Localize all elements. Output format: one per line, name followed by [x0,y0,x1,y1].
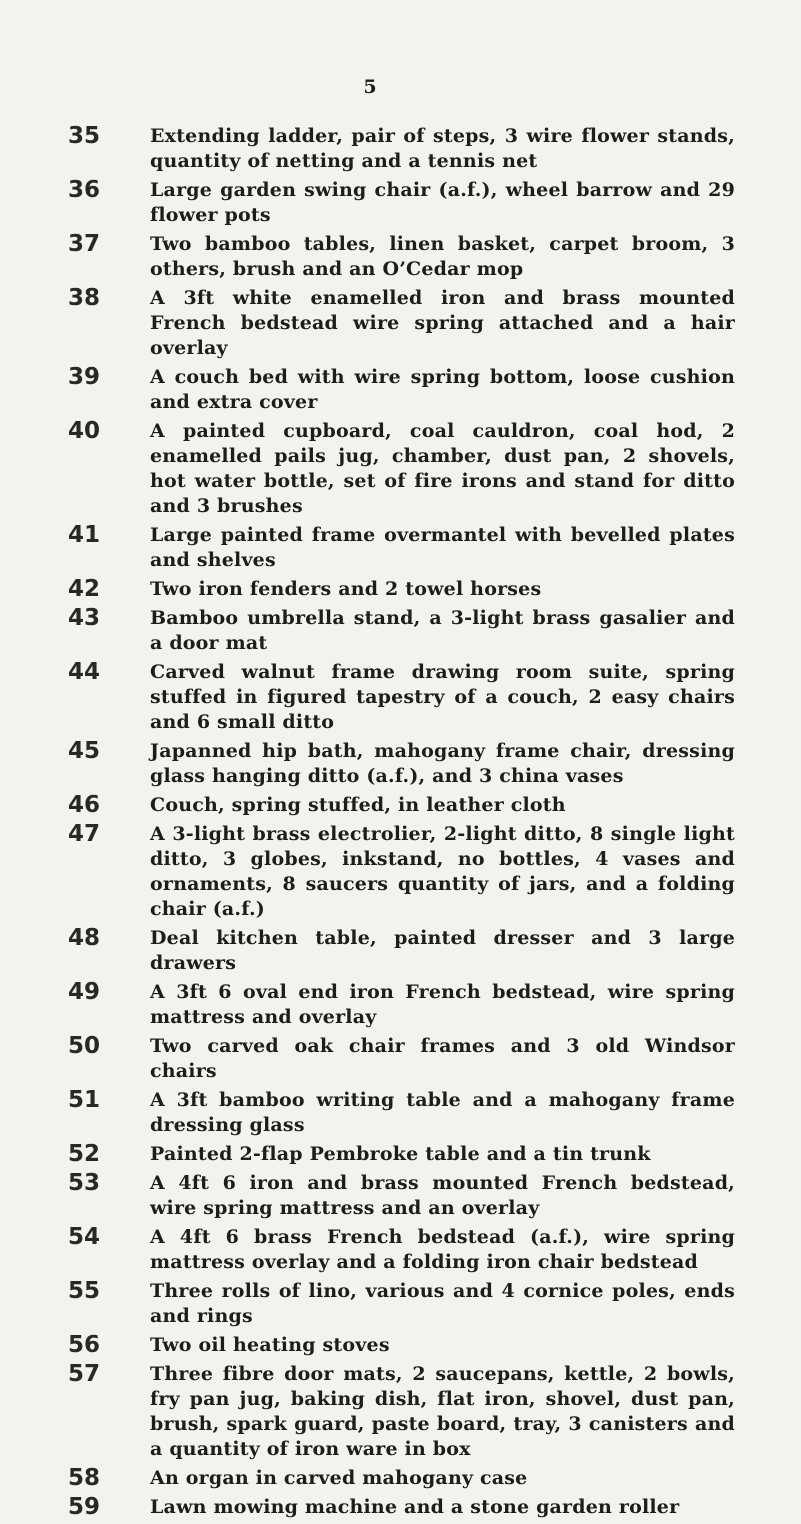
lot-number: 50 [68,1033,101,1059]
lot-description: Two oil heating stoves [150,1334,390,1356]
lot-description: Bamboo umbrella stand, a 3-light brass gasalier and a door mat [150,607,735,654]
lot-entry [0,286,801,361]
page-number: 5 [363,76,377,98]
lot-description: Carved walnut frame drawing room suite, spring stuffed in figured tapestry of a couch, 2 easy chairs and 6 small ditto [150,661,735,733]
lot-description: Japanned hip bath, mahogany frame chair, dressing glass hanging ditto (a.f.), and 3 china vases [150,740,735,787]
lot-entry [0,739,801,789]
lot-number: 38 [68,285,101,311]
lot-number: 48 [68,925,101,951]
lot-entry [0,660,801,735]
lot-number: 53 [68,1170,101,1196]
lot-description: Deal kitchen table, painted dresser and 3 large drawers [150,927,735,974]
lot-entry [0,926,801,976]
lot-number: 42 [68,576,101,602]
lot-description: Large garden swing chair (a.f.), wheel barrow and 29 flower pots [150,179,735,226]
lot-entry [0,606,801,656]
lot-number: 36 [68,177,101,203]
lot-entry [0,232,801,282]
lot-description: A painted cupboard, coal cauldron, coal hod, 2 enamelled pails jug, chamber, dust pan, 2 shovels, hot water bottle, set of fire irons and stand for ditto and 3 brushes [150,420,735,517]
lot-number: 57 [68,1361,101,1387]
lot-number: 59 [68,1494,101,1520]
lot-number: 39 [68,364,101,390]
lot-description: Three rolls of lino, various and 4 cornice poles, ends and rings [150,1280,735,1327]
lot-number: 43 [68,605,101,631]
lot-description: A 3-light brass electrolier, 2-light ditto, 8 single light ditto, 3 globes, inkstand, no bottles, 4 vases and ornaments, 8 saucers quantity of jars, and a folding chair (a.f.) [150,823,735,920]
lot-description: Large painted frame overmantel with bevelled plates and shelves [150,524,735,571]
lot-entry [0,1034,801,1084]
lot-description: Lawn mowing machine and a stone garden roller [150,1496,680,1518]
lot-entry [0,178,801,228]
lot-entry [0,124,801,174]
lot-number: 35 [68,123,101,149]
lot-entry [0,577,801,602]
lot-number: 45 [68,738,101,764]
lot-entry [0,980,801,1030]
lot-description: An organ in carved mahogany case [150,1467,528,1489]
lot-number: 46 [68,792,101,818]
lot-entry [0,1495,801,1520]
lot-entry [0,822,801,922]
lot-number: 56 [68,1332,101,1358]
lot-entry [0,1171,801,1221]
lot-number: 51 [68,1087,101,1113]
lot-description: Painted 2-flap Pembroke table and a tin trunk [150,1143,651,1165]
lot-description: Couch, spring stuffed, in leather cloth [150,794,566,816]
lot-number: 55 [68,1278,101,1304]
lot-entry [0,1225,801,1275]
lot-description: A 4ft 6 iron and brass mounted French bedstead, wire spring mattress and an overlay [150,1172,735,1219]
lot-description: A 3ft bamboo writing table and a mahogany frame dressing glass [150,1089,735,1136]
lot-number: 37 [68,231,101,257]
lot-number: 49 [68,979,101,1005]
lot-entry [0,523,801,573]
lot-entry [0,1279,801,1329]
lot-entry [0,1333,801,1358]
lot-number: 54 [68,1224,101,1250]
lot-entry [0,419,801,519]
lot-entry [0,1142,801,1167]
lot-entry [0,365,801,415]
lot-number: 52 [68,1141,101,1167]
lot-number: 44 [68,659,101,685]
lot-description: Extending ladder, pair of steps, 3 wire flower stands, quantity of netting and a tennis net [150,125,735,172]
lot-list [0,124,801,1524]
lot-entry [0,1088,801,1138]
lot-description: Two carved oak chair frames and 3 old Windsor chairs [150,1035,735,1082]
lot-description: A 3ft 6 oval end iron French bedstead, wire spring mattress and overlay [150,981,735,1028]
lot-description: A 3ft white enamelled iron and brass mounted French bedstead wire spring attached and a hair overlay [150,287,735,359]
lot-number: 41 [68,522,101,548]
lot-entry [0,1362,801,1462]
lot-description: Three fibre door mats, 2 saucepans, kettle, 2 bowls, fry pan jug, baking dish, flat iron, shovel, dust pan, brush, spark guard, paste board, tray, 3 canisters and a quantity of iron ware in box [150,1363,735,1460]
lot-description: A couch bed with wire spring bottom, loose cushion and extra cover [150,366,735,413]
lot-entry [0,1466,801,1491]
lot-description: A 4ft 6 brass French bedstead (a.f.), wire spring mattress overlay and a folding iron chair bedstead [150,1226,735,1273]
lot-description: Two iron fenders and 2 towel horses [150,578,542,600]
lot-description: Two bamboo tables, linen basket, carpet broom, 3 others, brush and an O’Cedar mop [150,233,735,280]
lot-number: 40 [68,418,101,444]
lot-entry [0,793,801,818]
lot-number: 58 [68,1465,101,1491]
lot-number: 47 [68,821,101,847]
